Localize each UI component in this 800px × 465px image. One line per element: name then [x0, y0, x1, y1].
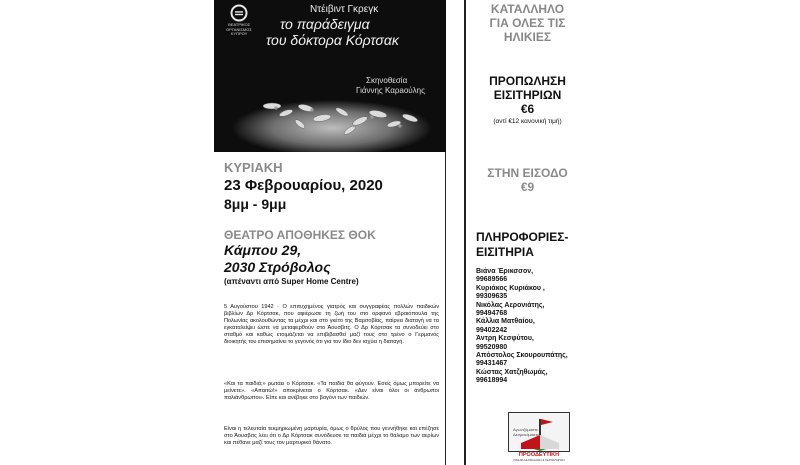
event-poster: [214, 0, 587, 465]
event-time: 8μμ - 9μμ: [224, 196, 287, 212]
union-logo: [508, 412, 570, 460]
contact-phone: 99309635: [476, 293, 508, 301]
director-label: Σκηνοθεσία: [366, 76, 408, 85]
age-suitability-line: ΓΙΑ ΟΛΕΣ ΤΙΣ: [489, 16, 566, 30]
contact-phone: 99520980: [476, 343, 508, 351]
contact-phone: 99494768: [476, 310, 508, 318]
play-banner: [214, 0, 446, 152]
venue-note: (απέναντι από Super Home Centre): [224, 277, 359, 286]
age-suitability: [466, 2, 589, 44]
logo-text-line: ΟΡΓΑΝΙΣΜΟΣ: [226, 26, 252, 32]
info-heading-line: ΕΙΣΙΤΗΡΙΑ: [476, 245, 534, 259]
presale-label-line: ΠΡΟΠΩΛΗΣΗ: [489, 74, 566, 88]
union-logo-box: [508, 412, 570, 452]
venue-block: [224, 228, 439, 286]
contact-phone: 99689566: [476, 276, 508, 284]
contact-name: Νικόλας Αερονιάτης,: [476, 301, 545, 309]
info-heading: [476, 230, 586, 260]
age-suitability-line: ΚΑΤΑΛΛΗΛΟ: [490, 2, 565, 16]
contact-name: Απόστολος Σκουρουπάτης,: [476, 352, 568, 360]
venue-street: Κάμπου 29,: [224, 242, 302, 258]
presale-price: €6: [520, 102, 535, 116]
presale-block: [466, 74, 589, 125]
logo-text-line: ΘΕΑΤΡΙΚΟΣ: [227, 22, 251, 27]
contact-name: Βιάνα Έρικσσον,: [476, 268, 534, 275]
door-label: ΣΤΗΝ ΕΙΣΟΔΟ: [487, 166, 568, 180]
play-author: Ντέιβιντ Γκρεγκ: [310, 4, 379, 15]
venue-name: ΘΕΑΤΡΟ ΑΠΟΘΗΚΕΣ ΘΟΚ: [224, 228, 376, 242]
union-subtitle: ΚΙΝΗΣΗ ΔΑΣΚΑΛΩΝ & ΝΗΠΙΑΓΩΓΩΝ: [513, 458, 565, 462]
presale-label-line: ΕΙΣΙΤΗΡΙΩΝ: [493, 88, 562, 102]
contact-phone: 99618994: [476, 377, 508, 385]
contact-phone: 99431467: [476, 360, 508, 368]
poster-left-column: [214, 0, 446, 465]
venue-city: 2030 Στρόβολος: [224, 259, 331, 275]
age-suitability-line: ΗΛΙΚΙΕΣ: [503, 30, 552, 44]
stage-photo: [214, 0, 446, 152]
contact-name: Άντρη Κεσφύτου,: [476, 335, 534, 343]
description-paragraph-3: Είναι η τελευταία τεκμηριωμένη μαρτυρία, όμως ο θρύλος που γεννήθηκε και επέζησε στο Άουσβιτς λέει ότι ο Δρ Κόρτσακ συνόδευσε τα παιδιά μέχρι το θάλαμο των αερίων και πέθανε μαζί τους τον μαρτυρικό θάνατο.: [224, 426, 439, 446]
director-name: Γιάννης Καρaούλης: [356, 86, 425, 95]
contact-phone: 99402242: [476, 326, 508, 334]
union-slogan: Αγωνιζόμαστε... Δεσμευόμαστε...: [513, 427, 543, 437]
contact-name: Κάλλια Ματθαίου,: [476, 318, 535, 326]
presale-note: (αντί €12 κανονική τιμή): [493, 118, 562, 125]
door-price-block: [466, 166, 589, 194]
play-title-line-2: του δόκτορα Κόρτσακ: [266, 32, 399, 48]
contact-name: Κώστας Χατζηθωμάς,: [476, 368, 548, 376]
logo-text-line: ΚΥΠΡΟΥ: [230, 31, 248, 37]
play-title-line-1: το παράδειγμα: [280, 16, 370, 32]
union-name: ΠΡΟΟΔΕΥΤΙΚΗ: [518, 452, 560, 458]
event-day: ΚΥΡΙΑΚΗ: [224, 160, 283, 175]
description-paragraph-1: 5 Αυγούστου 1942 · Ο επιτυχημένος γιατρός και συγγραφέας πολλών παιδικών βιβλίων Δρ Κόρτσακ, που αφιέρωσε τη ζωή του στο ορφανό εβραιόπουλα της Πολωνίας ακολουθώντας τα μέχρι και στο γκέτο της Βαρσοβίας, παίρνει διαταγή να τα εγκαταλείψει ώστε να μεταφερθούν στο Άουσβιτς. Ο Δρ Κόρτσακ τα συνοδεύει στο σταθμό και καθώς ετοιμάζεται να επιβιβασθεί μαζί τους στο τρένο ο Γερμανός διοικητής του επισημαίνει το γεγονός ότι για τον ίδιο δεν ισχύει η διαταγή.: [224, 304, 439, 345]
event-date-block: [224, 160, 439, 212]
poster-right-column: [464, 0, 587, 465]
event-date: 23 Φεβρουαρίου, 2020: [224, 177, 383, 194]
description-paragraph-2: «Και τα παιδιά;» ρωτάει ο Κόρτσακ. «Τα παιδιά θα φύγουν. Εσείς όμως μπορείτε να μείνετε». «Απαιτώ!» αποκρίνεται ο Κόρτσακ. «Δεν είναι όλοι οι άνθρωποι παλιάνθρωποι». Είπε και ανέβηκε στο βαγόνι των παιδιών.: [224, 381, 439, 401]
contact-list: [476, 268, 586, 386]
info-heading-line: ΠΛΗΡΟΦΟΡΙΕΣ-: [476, 230, 569, 244]
contact-name: Κυριάκος Κυριάκου ,: [476, 284, 545, 292]
door-price: €9: [520, 180, 535, 194]
